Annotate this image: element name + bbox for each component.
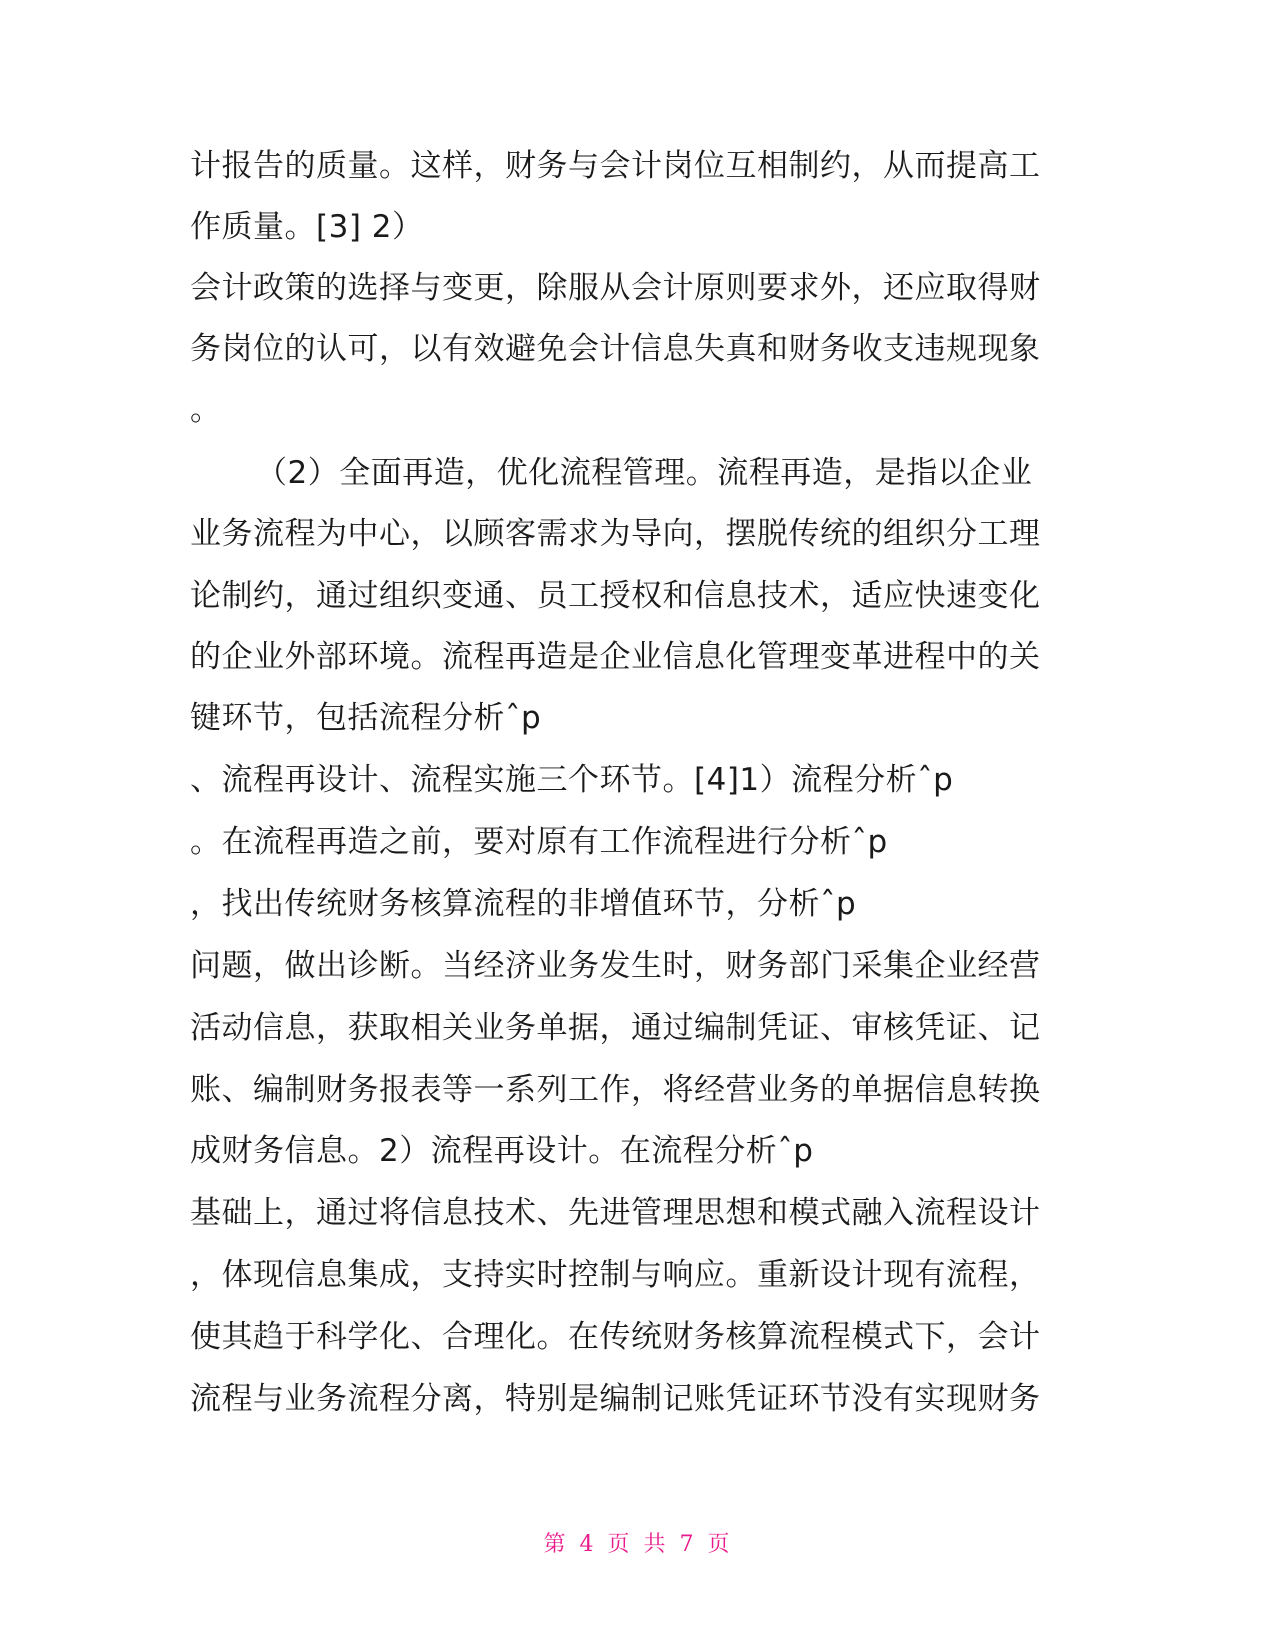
text-line: 问题，做出诊断。当经济业务发生时，财务部门采集企业经营 bbox=[190, 948, 1041, 984]
footer-prefix: 第 bbox=[543, 1532, 568, 1557]
text-line: 。在流程再造之前，要对原有工作流程进行分析ˆp bbox=[190, 824, 888, 860]
footer-page-label: 页 bbox=[607, 1532, 632, 1557]
text-line: 计报告的质量。这样，财务与会计岗位互相制约，从而提高工 bbox=[190, 148, 1041, 184]
text-line: ，体现信息集成，支持实时控制与响应。重新设计现有流程， bbox=[190, 1257, 1041, 1293]
text-line: ，找出传统财务核算流程的非增值环节，分析ˆp bbox=[190, 886, 857, 922]
text-line: 的企业外部环境。流程再造是企业信息化管理变革进程中的关 bbox=[190, 639, 1041, 675]
current-page-number: 4 bbox=[579, 1532, 596, 1557]
text-line: 账、编制财务报表等一系列工作，将经营业务的单据信息转换 bbox=[190, 1072, 1041, 1108]
total-page-count: 7 bbox=[679, 1532, 696, 1557]
footer-suffix: 页 bbox=[707, 1532, 732, 1557]
text-line: 。 bbox=[190, 392, 222, 428]
text-line: 作质量。[3] 2） bbox=[190, 209, 424, 245]
text-line: 务岗位的认可，以有效避免会计信息失真和财务收支违规现象 bbox=[190, 331, 1041, 367]
text-line: 键环节，包括流程分析ˆp bbox=[190, 700, 542, 736]
text-line: 基础上，通过将信息技术、先进管理思想和模式融入流程设计 bbox=[190, 1195, 1041, 1231]
text-line: 使其趋于科学化、合理化。在传统财务核算流程模式下，会计 bbox=[190, 1319, 1041, 1355]
paragraph-start-line: （2）全面再造，优化流程管理。流程再造，是指以企业 bbox=[256, 455, 1033, 491]
text-line: 业务流程为中心，以顾客需求为导向，摆脱传统的组织分工理 bbox=[190, 516, 1041, 552]
page-number-footer bbox=[0, 1527, 1275, 1558]
text-line: 成财务信息。2）流程再设计。在流程分析ˆp bbox=[190, 1133, 814, 1169]
text-line: 论制约，通过组织变通、员工授权和信息技术，适应快速变化 bbox=[190, 578, 1041, 614]
text-line: 流程与业务流程分离，特别是编制记账凭证环节没有实现财务 bbox=[190, 1381, 1041, 1417]
text-line: 、流程再设计、流程实施三个环节。[4]1）流程分析ˆp bbox=[190, 762, 954, 798]
text-line: 活动信息，获取相关业务单据，通过编制凭证、审核凭证、记 bbox=[190, 1010, 1041, 1046]
footer-total-label: 共 bbox=[643, 1532, 668, 1557]
text-line: 会计政策的选择与变更，除服从会计原则要求外，还应取得财 bbox=[190, 270, 1041, 306]
